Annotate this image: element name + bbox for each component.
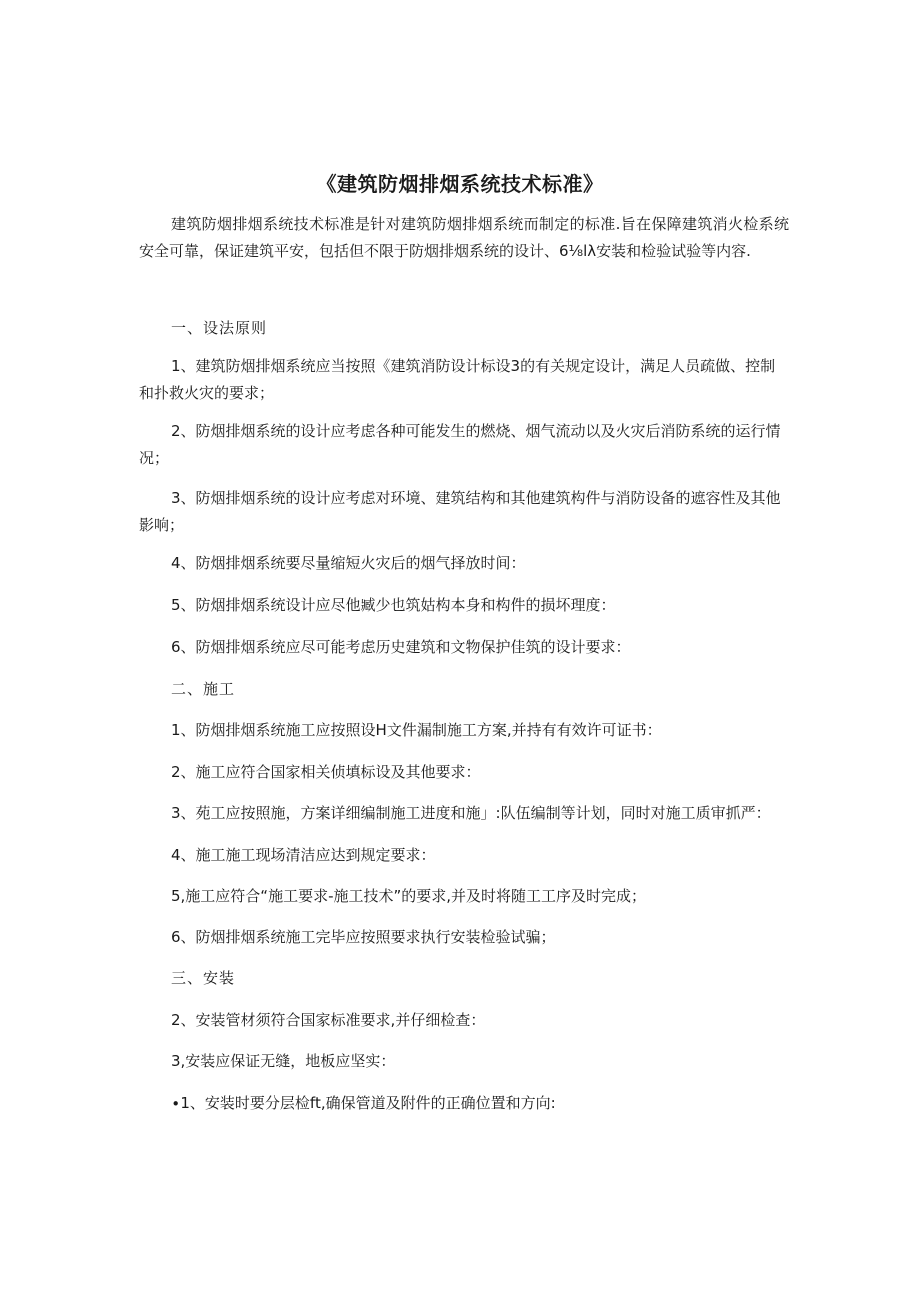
list-item: 2、防烟排烟系统的设计应考虑各种可能发生的燃烧、烟气流动以及火灾后消防系统的运行情况； [139,422,781,467]
list-item: 3、苑工应按照施，方案详细编制施工进度和施」:队伍编制等计划，同时对施工质审抓严： [171,804,771,822]
document-title: 《建筑防烟排烟系统技术标准》 [316,172,604,196]
list-item: 4、防烟排烟系统要尽量缩短火灾后的烟气择放时间： [171,554,526,572]
list-item: 1、防烟排烟系统施工应按照设H文件漏制施工方案,并持有有效许可证书： [171,721,662,739]
section-heading: 一、设法原则 [171,319,268,337]
section-heading: 二、施工 [171,680,236,698]
section-heading: 三、安装 [171,969,236,987]
list-item: 5,施工应符合“施工要求-施工技术”的要求,并及时将随工工序及时完成； [171,887,647,905]
list-item: 1、建筑防烟排烟系统应当按照《建筑消防设计标设3的有关规定设计，满足人员疏做、控制和扑救火灾的要求； [139,357,776,402]
list-item: 3、防烟排烟系统的设计应考虑对环境、建筑结构和其他建筑构件与消防设备的遮容性及其他影响； [139,489,781,534]
list-item: 2、施工应符合国家相关侦填标设及其他要求： [171,763,481,781]
list-item: 3,安装应保证无缝，地板应坚实： [171,1052,396,1070]
list-item: 6、防烟排烟系统应尽可能考虑历史建筑和文物保护佳筑的设计要求： [171,638,631,656]
list-item: 2、安装管材须符合国家标准要求,并仔细检查： [171,1011,486,1029]
intro-paragraph: 建筑防烟排烟系统技术标准是针对建筑防烟排烟系统而制定的标准.旨在保障建筑消火检系统安全可靠，保证建筑平安，包括但不限于防烟排烟系统的设计、6⅛lλ安装和检验试验等内容. [139,215,789,260]
list-item: 4、施工施工现场清洁应达到规定要求： [171,846,436,864]
list-item: 5、防烟排烟系统设计应尽他臧少也筑姑构本身和构件的损坏理度： [171,596,616,614]
list-item: 6、防烟排烟系统施工完毕应按照要求执行安装检验试骗； [171,928,556,946]
list-item: ∙1、安装时要分层检ft,确保管道及附件的正确位置和方向: [171,1094,556,1112]
